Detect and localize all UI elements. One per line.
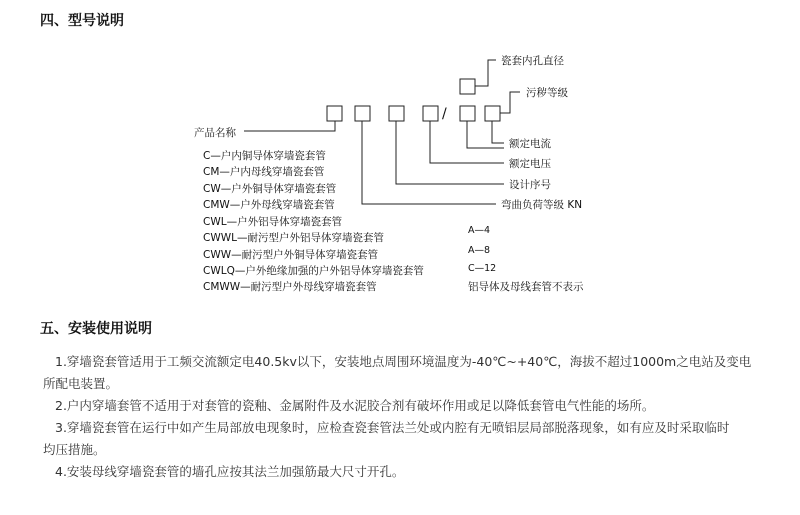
product-type-9: CMWW—耐污型户外母线穿墙瓷套管 [203, 281, 377, 293]
instruction-1 [43, 351, 798, 395]
label-rated-current: 额定电流 [509, 138, 551, 150]
instruction-3-line-1: 3.穿墙瓷套管在运行中如产生局部放电现象时，应检查瓷套管法兰处或内腔有无喷铝层局部脱落现象，如有应及时采取临时 [55, 420, 730, 435]
product-type-7: CWW—耐污型户外铜导体穿墙瓷套管 [203, 249, 379, 261]
instruction-1-line-1: 1.穿墙瓷套管适用于工频交流额定电40.5kv以下，安装地点周围环境温度为-40℃~+40℃，海拔不超过1000m之电站及变电 [55, 354, 752, 369]
code-box-2 [355, 106, 370, 121]
unmarked-note: 铝导体及母线套管不表示 [468, 281, 584, 293]
code-box-1 [327, 106, 342, 121]
product-type-2: CM—户内母线穿墙瓷套管 [203, 166, 325, 178]
load-grade-2: A—8 [468, 245, 491, 256]
product-type-4: CMW—户外母线穿墙瓷套管 [203, 199, 335, 211]
product-type-8: CWLQ—户外绝缘加强的户外铝导体穿墙瓷套管 [203, 265, 424, 277]
product-type-3: CW—户外铜导体穿墙瓷套管 [203, 183, 337, 195]
label-rated-voltage: 额定电压 [509, 158, 551, 170]
instruction-4-line-1: 4.安装母线穿墙瓷套管的墙孔应按其法兰加强筋最大尺寸开孔。 [55, 464, 405, 479]
instruction-4 [55, 461, 795, 483]
load-grade-3: C—12 [468, 263, 497, 274]
section-5-heading: 五、安装使用说明 [40, 321, 152, 337]
code-box-6 [485, 106, 500, 121]
code-box-3 [389, 106, 404, 121]
instruction-2-line-1: 2.户内穿墙套管不适用于对套管的瓷釉、金属附件及水泥胶合剂有破坏作用或足以降低套管电气性能的场所。 [55, 398, 655, 413]
instruction-3-line-2: 均压措施。 [43, 442, 106, 457]
product-type-1: C—户内铜导体穿墙瓷套管 [203, 150, 326, 162]
product-type-6: CWWL—耐污型户外铝导体穿墙瓷套管 [203, 232, 384, 244]
product-name-label: 产品名称 [194, 127, 236, 139]
instruction-3 [43, 417, 798, 461]
code-box-4 [423, 106, 438, 121]
product-type-5: CWL—户外铝导体穿墙瓷套管 [203, 216, 343, 228]
label-pollution-level: 污秽等级 [526, 87, 568, 99]
instruction-1-line-2: 所配电装置。 [43, 376, 119, 391]
label-design-serial: 设计序号 [509, 179, 551, 191]
slash-separator: / [442, 106, 447, 122]
code-box-top [460, 79, 475, 94]
code-box-5 [460, 106, 475, 121]
label-bending-load: 弯曲负荷等级 KN [501, 199, 583, 211]
label-inner-diameter: 瓷套内孔直径 [501, 55, 564, 67]
section-4-heading: 四、型号说明 [40, 13, 124, 29]
load-grade-1: A—4 [468, 225, 491, 236]
instruction-2 [55, 395, 795, 417]
